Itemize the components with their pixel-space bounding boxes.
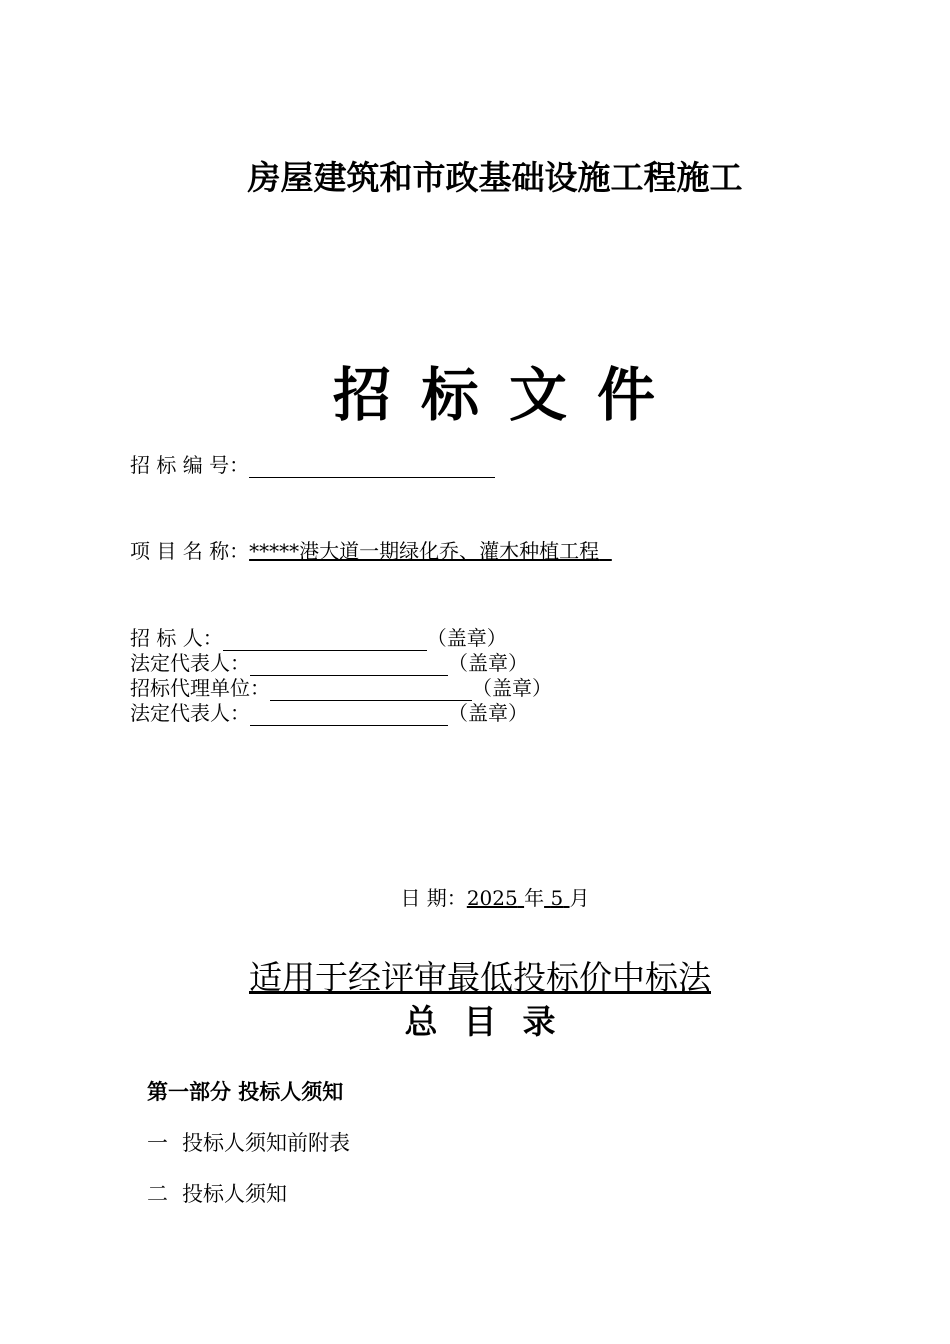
toc-title xyxy=(0,996,950,1043)
toc-item-number: 二 xyxy=(147,1182,168,1206)
seal-note: （盖章） xyxy=(426,626,507,650)
evaluation-method-subtitle: 适用于经评审最低投标价中标法 xyxy=(249,958,711,997)
date-year: 2025 xyxy=(466,886,518,910)
seal-note: （盖章） xyxy=(448,651,528,675)
bid-number-label: 招 标 编 号： xyxy=(130,453,250,477)
toc-item-label: 投标人须知前附表 xyxy=(182,1131,350,1155)
document-main-title xyxy=(0,348,950,432)
main-title-char: 件 xyxy=(597,361,658,429)
project-name-label: 项 目 名 称： xyxy=(130,539,250,563)
legal-rep-label: 法定代表人： xyxy=(130,651,250,675)
date-month: 5 xyxy=(550,886,564,910)
toc-part-heading: 第一部分 投标人须知 xyxy=(147,1079,344,1104)
document-category-title: 房屋建筑和市政基础设施工程施工 xyxy=(247,158,743,197)
main-title-char: 招 xyxy=(332,361,393,429)
document-date xyxy=(0,882,950,911)
main-title-char: 文 xyxy=(509,361,570,429)
toc-title-char: 目 xyxy=(463,1002,497,1041)
bid-number-row xyxy=(130,449,495,478)
toc-item-label: 投标人须知 xyxy=(182,1182,287,1206)
date-label: 日 期： xyxy=(400,886,467,910)
tenderer-label: 招 标 人： xyxy=(130,626,223,650)
project-name-row xyxy=(130,535,612,564)
legal-rep-label: 法定代表人： xyxy=(130,701,250,725)
project-name-value: *****港大道一期绿化乔、灌木种植工程 xyxy=(249,539,600,563)
seal-note: （盖章） xyxy=(472,676,552,700)
main-title-char: 标 xyxy=(420,361,481,429)
toc-item-number: 一 xyxy=(147,1131,168,1155)
date-month-unit: 月 xyxy=(569,886,590,910)
toc-title-char: 总 xyxy=(404,1002,438,1041)
agency-label: 招标代理单位： xyxy=(130,676,270,700)
toc-item xyxy=(147,1178,287,1208)
date-year-unit: 年 xyxy=(524,886,545,910)
legal-rep-blank xyxy=(250,705,448,726)
toc-item xyxy=(147,1127,350,1157)
seal-note: （盖章） xyxy=(448,701,528,725)
toc-title-char: 录 xyxy=(522,1002,556,1041)
bid-number-blank xyxy=(249,457,495,478)
legal-rep-row-2 xyxy=(130,697,528,726)
